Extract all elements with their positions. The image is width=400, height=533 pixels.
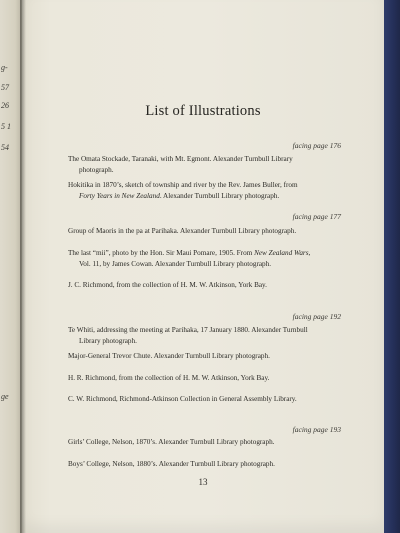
facing-page-label: facing page 193 [292,425,341,434]
illustration-entry: Girls’ College, Nelson, 1870’s. Alexander Turnbull Library photograph. [68,438,275,446]
illustration-entry: Hokitika in 1870’s, sketch of township and river by the Rev. James Buller, from Forty Years in New Zealand. Alexander Turnbull Library photograph. [68,181,298,200]
illustration-entry: Te Whiti, addressing the meeting at Parihaka, 17 January 1880. Alexander Turnbull Library photograph. [68,326,308,345]
illustration-entry: Group of Maoris in the pa at Parihaka. Alexander Turnbull Library photograph. [68,227,297,235]
margin-fragment: g- [1,63,8,72]
illustration-entry: Major-General Trevor Chute. Alexander Turnbull Library photograph. [68,352,270,360]
margin-fragment: 57 [1,83,9,92]
margin-fragment: 26 [1,101,9,110]
illustration-entry: H. R. Richmond, from the collection of H. M. W. Atkinson, York Bay. [68,374,270,382]
spine-shadow [20,0,26,533]
facing-page-label: facing page 176 [292,141,341,150]
illustration-entry: J. C. Richmond, from the collection of H. M. W. Atkinson, York Bay. [68,281,267,289]
book-title-italic: Forty Years in New Zealand [79,191,160,200]
book-page [22,0,384,533]
book-title-italic: New Zealand Wars, [254,249,311,257]
page-title: List of Illustrations [145,103,261,119]
page-number: 13 [198,477,208,487]
book-cover-edge [384,0,400,533]
margin-fragment: 54 [1,143,9,152]
margin-fragment: 5 1 [1,122,11,131]
illustration-entry: C. W. Richmond, Richmond-Atkinson Collection in General Assembly Library. [68,395,297,403]
facing-page-label: facing page 177 [292,212,341,221]
illustration-entry: The Omata Stockade, Taranaki, with Mt. Egmont. Alexander Turnbull Library photograph. [68,155,293,174]
left-page-edge [0,0,22,533]
margin-note: ge [1,392,9,401]
facing-page-label: facing page 192 [292,312,341,321]
illustration-entry: Boys’ College, Nelson, 1880’s. Alexander Turnbull Library photograph. [68,460,275,468]
illustration-entry: The last “mii”, photo by the Hon. Sir Maui Pomare, 1905. From New Zealand Wars, Vol. 11, by James Cowan. Alexander Turnbull Library photograph. [68,249,311,268]
